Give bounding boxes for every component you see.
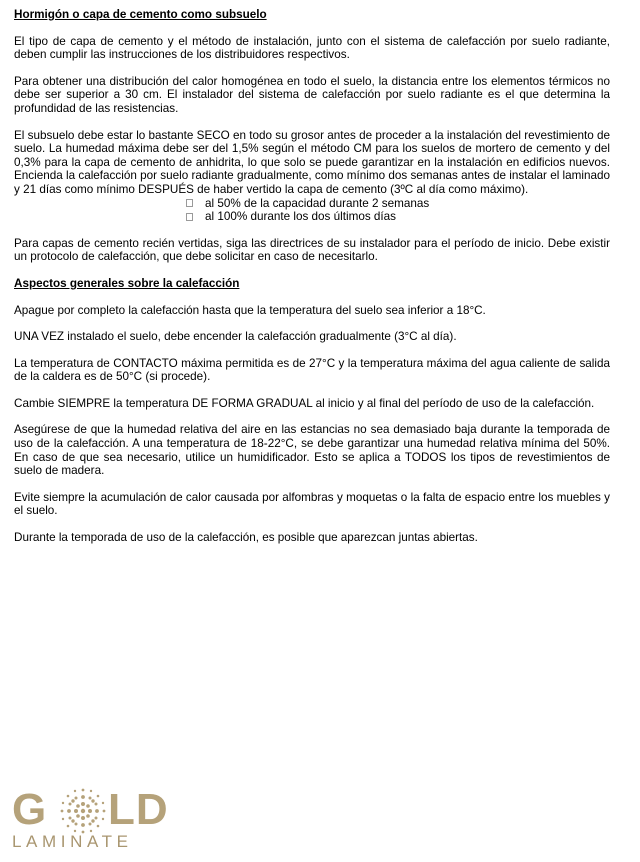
paragraph: Durante la temporada de uso de la calefacción, es posible que aparezcan juntas abiertas. [14, 531, 478, 545]
bullet-list [14, 197, 610, 224]
document-body [14, 8, 610, 545]
paragraph: La temperatura de CONTACTO máxima permitida es de 27°C y la temperatura máxima del agua caliente de salida de la caldera es de 50°C (si procede). [14, 356, 610, 384]
paragraph: Para capas de cemento recién vertidas, siga las directrices de su instalador para el período de inicio. Debe existir un protocolo de calefacción, que debe solicitar en caso de necesitarlo. [14, 236, 610, 264]
paragraph: Evite siempre la acumulación de calor causada por alfombras y moquetas o la falta de espacio entre los muebles y el suelo. [14, 490, 610, 518]
bullet-icon [186, 213, 193, 221]
gold-laminate-logo [12, 786, 172, 856]
paragraph: Para obtener una distribución del calor homogénea en todo el suelo, la distancia entre los elementos térmicos no debe ser superior a 30 cm. El instalador del sistema de calefacción por suelo radiante es el que determina la profundidad de las resistencias. [14, 74, 610, 115]
paragraph: UNA VEZ instalado el suelo, debe encender la calefacción gradualmente (3°C al día). [14, 330, 457, 344]
list-item: al 100% durante los dos últimos días [184, 210, 610, 224]
logo-dotted-o-icon [58, 786, 108, 836]
logo-letter-g: G [12, 785, 48, 834]
section-heading-subfloor: Hormigón o capa de cemento como subsuelo [14, 8, 267, 21]
paragraph: Asegúrese de que la humedad relativa del aire en las estancias no sea demasiado baja durante la temporada de uso de la calefacción. A una temperatura de 18-22°C, se debe garantizar una humedad relativa mínima del 50%. En caso de que sea necesario, utilice un humidificador. Esto se aplica a TODOS los tipos de revestimientos de suelo de madera. [14, 423, 610, 478]
section-heading-heating: Aspectos generales sobre la calefacción [14, 276, 240, 290]
bullet-icon [186, 199, 193, 207]
paragraph: Apague por completo la calefacción hasta que la temperatura del suelo sea inferior a 18°C. [14, 303, 486, 317]
paragraph: Cambie SIEMPRE la temperatura DE FORMA GRADUAL al inicio y al final del período de uso de la calefacción. [14, 396, 595, 410]
paragraph: El tipo de capa de cemento y el método de instalación, junto con el sistema de calefacción por suelo radiante, deben cumplir las instrucciones de los distribuidores respectivos. [14, 34, 610, 62]
logo-subtitle: LAMINATE [12, 832, 133, 851]
paragraph: El subsuelo debe estar lo bastante SECO en todo su grosor antes de proceder a la instalación del revestimiento de suelo. La humedad máxima debe ser del 1,5% según el método CM para los suelos de mortero de cemento y del 0,3% para la capa de cemento de anhidrita, lo que solo se puede garantizar en la instalación en edificios nuevos. Encienda la calefacción por suelo radiante gradualmente, como mínimo dos semanas antes de instalar el laminado y 21 días como mínimo DESPUÉS de haber vertido la capa de cemento (3ºC al día como máximo). [14, 128, 610, 196]
logo-letters-ld: LD [108, 785, 169, 834]
list-item: al 50% de la capacidad durante 2 semanas [184, 197, 610, 211]
